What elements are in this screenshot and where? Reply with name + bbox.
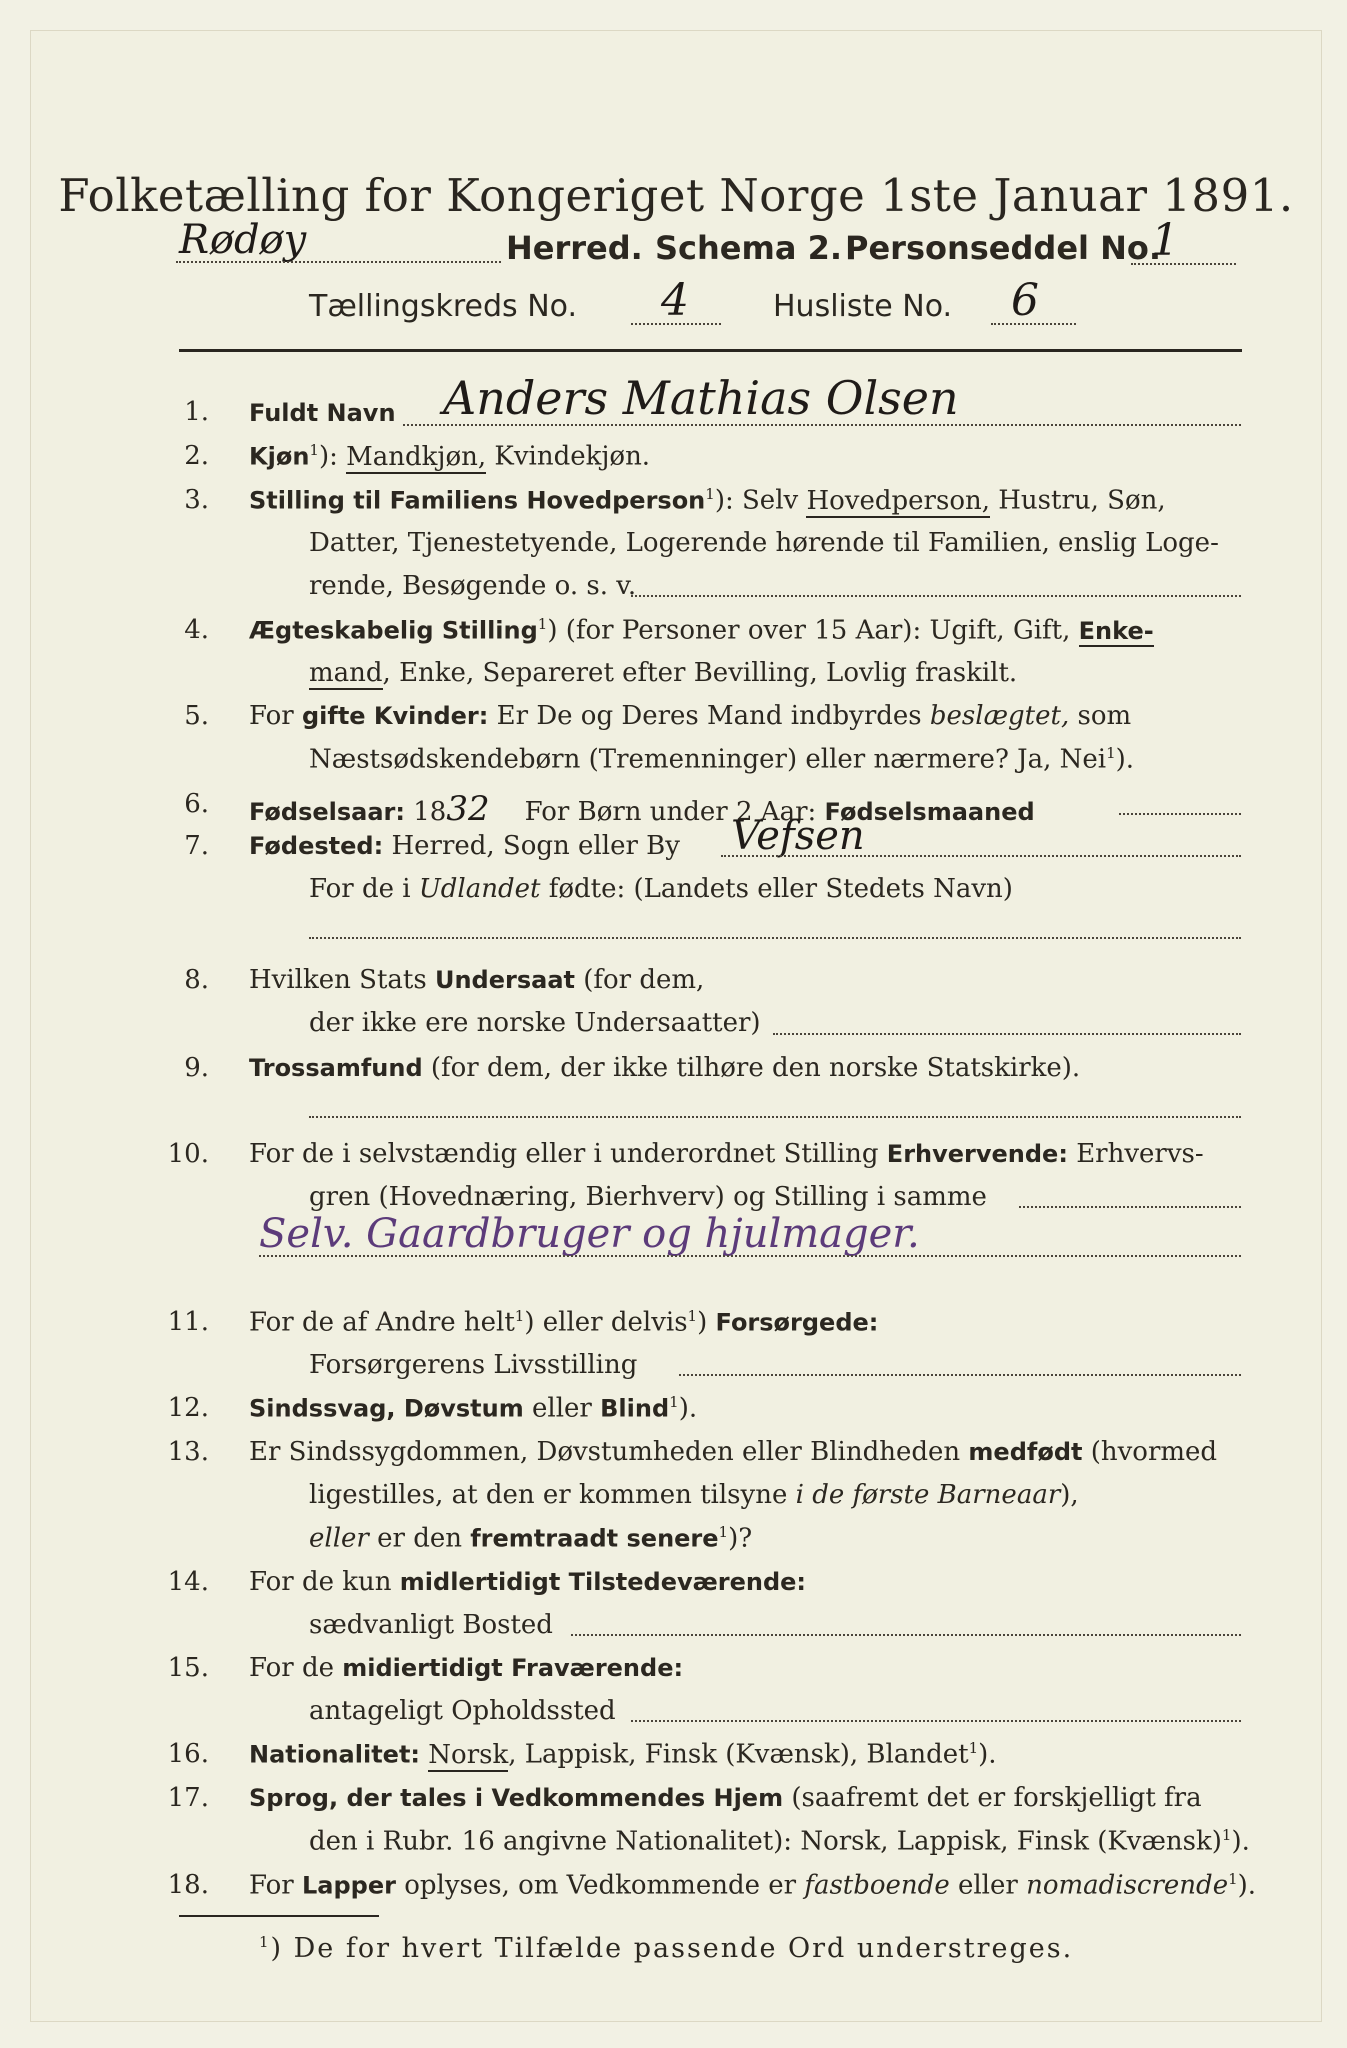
citizenship-line-1	[249, 965, 704, 995]
sex-line	[249, 441, 650, 472]
birth-month-label: Fødselsmaaned	[824, 798, 1035, 826]
personseddel-dotted-line	[1131, 263, 1236, 265]
footnote-mark: 1	[718, 1523, 729, 1541]
citizenship-dotted-line	[773, 1033, 1241, 1035]
kreds-dotted-line	[631, 323, 721, 325]
text: (for dem,	[574, 965, 705, 995]
text: oplyses, om Vedkommende er	[395, 1870, 805, 1901]
footnote-mark: 1	[537, 615, 548, 633]
footnote-rule	[179, 1915, 379, 1917]
item-number: 5.	[184, 701, 209, 731]
marital-status-text: ) (for Personer over 15 Aar): Ugift, Gift,	[547, 615, 1079, 646]
nationality-line	[249, 1739, 997, 1770]
text: fødte: (Landets eller Stedets Navn)	[540, 874, 1013, 904]
text: som	[1069, 701, 1132, 731]
marital-status-line-1	[249, 615, 1154, 646]
temporary-present-line-1	[249, 1567, 806, 1597]
enkemand-underlined-2: mand	[309, 658, 383, 688]
form-title: Folketælling for Kongeriget Norge 1ste Januar 1891.	[58, 169, 1294, 222]
foreign-born-line	[309, 874, 1013, 904]
text: ).	[678, 1393, 698, 1424]
text: For de kun	[249, 1567, 400, 1597]
birth-year-handwritten: 32	[446, 789, 490, 829]
footnote-mark: 1	[1221, 1826, 1232, 1844]
item-number: 11.	[167, 1307, 209, 1337]
footnote-mark: 1	[259, 1933, 271, 1951]
family-position-line-1	[249, 485, 1166, 516]
birth-year-label: Fødselsaar:	[249, 798, 405, 826]
birthplace-handwritten: Vefsen	[731, 813, 865, 859]
census-form-sheet	[30, 30, 1322, 2022]
item-number: 1.	[184, 397, 209, 427]
text: Er Sindssygdommen, Døvstumheden eller Blindheden	[249, 1437, 969, 1467]
text: For de af Andre helt	[249, 1307, 515, 1338]
congenital-line-3	[309, 1523, 752, 1554]
personseddel-number-handwritten: 1	[1151, 215, 1179, 266]
occupation-label: Erhvervende:	[886, 1140, 1068, 1168]
text: Er De og Deres Mand indbyrdes	[488, 701, 930, 731]
text: den i Rubr. 16 angivne Nationalitet): Norsk, Lappisk, Finsk (Kvænsk)	[309, 1826, 1222, 1857]
footnote-mark: 1	[669, 1393, 679, 1411]
disability-label: Sindssvag, Døvstum	[249, 1394, 524, 1423]
religion-line	[249, 1053, 1080, 1083]
text: nomadiscrende	[1026, 1870, 1229, 1901]
birthplace-line	[249, 831, 680, 861]
married-women-label: gifte Kvinder:	[301, 702, 489, 730]
item-number: 13.	[167, 1437, 209, 1467]
marital-status-line-2	[309, 658, 1017, 688]
footnote-mark: 1	[1228, 1870, 1238, 1888]
supported-line-1	[249, 1307, 878, 1338]
full-name-label: Fuldt Navn	[249, 399, 396, 427]
supported-line-2: Forsørgerens Livsstilling	[309, 1350, 638, 1380]
family-position-line-2: Datter, Tjenestetyende, Logerende hørende til Familien, enslig Loge-	[309, 528, 1219, 558]
text: Lapper	[301, 1871, 396, 1900]
text: For de i	[309, 874, 419, 904]
marital-status-label: Ægteskabelig Stilling	[249, 616, 538, 645]
text: ).	[1231, 1826, 1250, 1857]
temporary-absent-line-1	[249, 1653, 683, 1683]
text: Herred, Sogn eller By	[383, 831, 680, 861]
herred-label: Herred.	[506, 229, 643, 267]
kreds-label: Tællingskreds No.	[309, 289, 577, 324]
birthplace-label: Fødested:	[249, 832, 384, 860]
item-number: 8.	[184, 965, 209, 995]
text: Næstsødskendebørn (Tremenninger) eller nærmere? Ja, Nei	[309, 744, 1107, 775]
text: beslægtet,	[929, 701, 1070, 731]
footnote-mark: 1	[705, 485, 715, 503]
sex-text: ):	[318, 441, 347, 472]
married-women-line-1	[249, 701, 1131, 731]
congenital-line-2	[309, 1480, 1079, 1510]
footnote-mark: 1	[968, 1739, 979, 1757]
herred-name-handwritten: Rødøy	[179, 217, 307, 263]
husliste-label: Husliste No.	[773, 289, 953, 324]
personseddel-label: Personseddel No.	[845, 229, 1162, 267]
text: (for dem, der ikke tilhøre den norske Statskirke).	[422, 1053, 1081, 1083]
text: ).	[1237, 1870, 1257, 1901]
usual-residence-dotted-line	[571, 1634, 1241, 1636]
item-number: 15.	[167, 1653, 209, 1683]
kreds-number-handwritten: 4	[661, 275, 689, 326]
text: midiertidigt Fraværende:	[342, 1654, 684, 1682]
footnote-mark: 1	[1106, 744, 1116, 762]
congenital-line-1	[249, 1437, 1217, 1467]
header-rule	[179, 349, 1242, 352]
birthplace-dotted-line	[721, 855, 1241, 857]
text: )?	[728, 1523, 753, 1554]
text: fastboende	[804, 1870, 950, 1901]
religion-dotted-line	[309, 1116, 1241, 1118]
text: Hvilken Stats	[249, 965, 435, 995]
footnote-mark: 1	[309, 441, 319, 459]
temporary-absent-line-2: antageligt Opholdssted	[309, 1696, 616, 1726]
item-number: 3.	[184, 485, 209, 515]
text: ),	[1060, 1480, 1079, 1510]
text: eller	[523, 1393, 601, 1424]
text: i de første Barneaar	[795, 1480, 1061, 1510]
text: eller	[949, 1870, 1027, 1901]
religion-label: Trossamfund	[249, 1054, 423, 1082]
birth-year-line	[249, 789, 1035, 829]
text: eller	[309, 1523, 369, 1554]
item-number: 17.	[167, 1783, 209, 1813]
text: medfødt	[968, 1438, 1083, 1466]
text: )	[697, 1307, 716, 1338]
enkemand-underlined: Enke-	[1078, 616, 1154, 645]
nationality-label: Nationalitet:	[249, 1740, 421, 1769]
language-line-2	[309, 1826, 1250, 1857]
occupation-dotted-line-1	[1019, 1206, 1241, 1208]
marital-status-options: , Enke, Separeret efter Bevilling, Lovlig fraskilt.	[382, 658, 1018, 688]
item-number: 14.	[167, 1567, 209, 1597]
family-position-text: ): Selv	[714, 485, 807, 516]
text: Blind	[600, 1394, 670, 1423]
text: For de i selvstændig eller i underordnet Stilling	[249, 1139, 887, 1169]
foreign-born-dotted-line	[309, 937, 1241, 939]
husliste-dotted-line	[991, 323, 1076, 325]
text: ligestilles, at den er kommen tilsyne	[309, 1480, 796, 1510]
family-position-dotted-line	[631, 595, 1241, 597]
language-label: Sprog, der tales i Vedkommendes Hjem	[249, 1784, 784, 1812]
citizenship-line-2: der ikke ere norske Undersaatter)	[309, 1008, 761, 1038]
item-number: 9.	[184, 1053, 209, 1083]
sex-female: Kvindekjøn.	[486, 441, 651, 472]
occupation-line-2: gren (Hovednæring, Bierhverv) og Stilling i samme	[309, 1182, 987, 1212]
citizenship-label: Undersaat	[434, 966, 575, 994]
text: midlertidigt Tilstedeværende:	[399, 1568, 807, 1596]
text: For	[249, 1870, 302, 1901]
item-number: 2.	[184, 441, 209, 471]
sex-label: Kjøn	[249, 442, 310, 471]
footnote-text: ) De for hvert Tilfælde passende Ord understreges.	[270, 1933, 1074, 1964]
supported-label: Forsørgede:	[715, 1308, 879, 1337]
text: fremtraadt senere	[470, 1524, 719, 1553]
item-number: 12.	[167, 1393, 209, 1423]
occupation-handwritten: Selv. Gaardbruger og hjulmager.	[259, 1211, 920, 1257]
item-number: 16.	[167, 1739, 209, 1769]
footnote-mark: 1	[514, 1307, 525, 1325]
norsk-underlined: Norsk	[428, 1739, 509, 1770]
husliste-number-handwritten: 6	[1011, 275, 1039, 326]
text: ).	[1115, 744, 1135, 775]
text: (hvormed	[1082, 1437, 1218, 1467]
herred-name-dotted-line	[176, 261, 501, 263]
item-number: 10.	[167, 1139, 209, 1169]
item-number: 6.	[184, 789, 209, 819]
item-number: 4.	[184, 615, 209, 645]
text: ).	[978, 1739, 997, 1770]
disability-line	[249, 1393, 697, 1424]
text: ) eller delvis	[524, 1307, 688, 1338]
text: , Lappisk, Finsk (Kvænsk), Blandet	[508, 1739, 969, 1770]
language-line-1	[249, 1783, 1202, 1813]
text: Erhvervs-	[1067, 1139, 1204, 1169]
family-position-options: Hustru, Søn,	[989, 485, 1166, 516]
footnote-mark: 1	[687, 1307, 698, 1325]
text: er den	[368, 1523, 471, 1554]
occupation-line-1	[249, 1139, 1204, 1169]
married-women-line-2	[309, 744, 1134, 775]
family-position-label: Stilling til Familiens Hovedperson	[249, 486, 706, 515]
occupation-dotted-line-2	[259, 1255, 1241, 1257]
item-number: 18.	[167, 1870, 209, 1900]
text: For Børn under 2 Aar:	[516, 797, 825, 827]
schema-label: Schema 2.	[655, 229, 842, 267]
full-name-handwritten: Anders Mathias Olsen	[443, 371, 959, 425]
item-number: 7.	[184, 831, 209, 861]
birth-month-dotted-line	[1119, 813, 1241, 815]
temporary-present-line-2: sædvanligt Bosted	[309, 1610, 553, 1640]
text: Udlandet	[418, 874, 541, 904]
text: For de	[249, 1653, 343, 1683]
footnote	[259, 1933, 1073, 1964]
lapps-line	[249, 1870, 1256, 1901]
whereabouts-dotted-line	[631, 1720, 1241, 1722]
text: (saafremt det er forskjelligt fra	[783, 1783, 1202, 1813]
family-position-line-3: rende, Besøgende o. s. v.	[309, 571, 637, 601]
supported-dotted-line	[679, 1374, 1241, 1376]
hovedperson-underlined: Hovedperson,	[806, 485, 990, 516]
sex-male-underlined: Mandkjøn,	[346, 441, 487, 472]
text: For	[249, 701, 302, 731]
text: 18	[405, 797, 447, 827]
